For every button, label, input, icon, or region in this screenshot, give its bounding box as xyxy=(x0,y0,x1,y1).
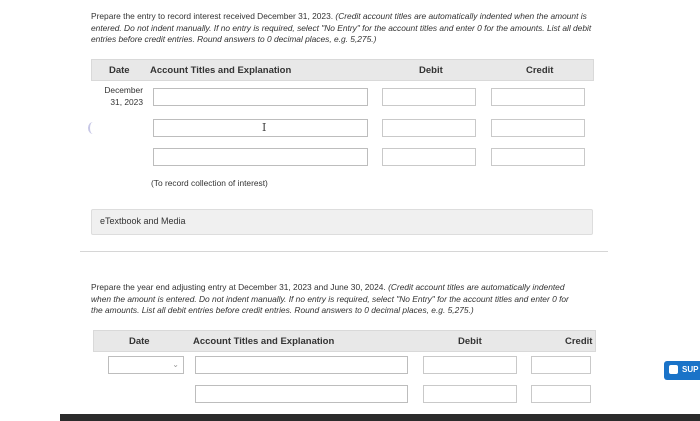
q2-debit-input-2[interactable] xyxy=(423,385,517,403)
q1-table-header xyxy=(91,59,594,81)
q2-date-select-1[interactable] xyxy=(108,356,184,374)
q2-header-account: Account Titles and Explanation xyxy=(193,336,335,347)
q1-header-date: Date xyxy=(109,65,130,76)
support-button-label[interactable]: SUP xyxy=(682,365,699,374)
q1-debit-input-2[interactable] xyxy=(382,119,476,137)
q2-account-select-1[interactable] xyxy=(195,356,408,374)
q2-account-select-2[interactable] xyxy=(195,385,408,403)
q2-table-header xyxy=(93,330,596,352)
q1-date-day: 31, 2023 xyxy=(110,97,143,107)
q2-credit-input-1[interactable] xyxy=(531,356,591,374)
q2-instructions-italic: (Credit account titles are automatically indented when the amount is entered. Do not indent manually. If no entry is required, select "No Entry" for the account titles and enter 0 for the amounts. List all debit entries before credit entries. Round answers to 0 decimal places, e.g. 5,275.) xyxy=(91,282,569,315)
q2-header-date: Date xyxy=(129,336,150,347)
q2-instructions-plain: Prepare the year end adjusting entry at December 31, 2023 and June 30, 2024. xyxy=(91,282,386,292)
q1-account-select-1[interactable] xyxy=(153,88,368,106)
q1-credit-input-2[interactable] xyxy=(491,119,585,137)
q1-debit-input-3[interactable] xyxy=(382,148,476,166)
chat-icon xyxy=(669,365,678,374)
q1-account-select-2[interactable] xyxy=(153,119,368,137)
q2-header-credit: Credit xyxy=(565,336,593,347)
section-divider xyxy=(80,251,608,252)
bottom-edge xyxy=(60,414,700,421)
q2-credit-input-2[interactable] xyxy=(531,385,591,403)
q1-header-credit: Credit xyxy=(526,65,554,76)
q1-date-month: December xyxy=(104,85,143,95)
q1-instructions-italic: (Credit account titles are automatically indented when the amount is entered. Do not indent manually. If no entry is required, select "No Entry" for the account titles and enter 0 for the amounts. List all debit entries before credit entries. Round answers to 0 decimal places, e.g. 5,275.) xyxy=(91,11,592,44)
etextbook-label[interactable]: eTextbook and Media xyxy=(100,216,186,226)
etextbook-media-bar[interactable] xyxy=(91,209,593,235)
q1-instructions xyxy=(91,11,597,46)
q2-header-debit: Debit xyxy=(458,336,482,347)
q1-date xyxy=(91,84,143,108)
q2-debit-input-1[interactable] xyxy=(423,356,517,374)
q1-debit-input-1[interactable] xyxy=(382,88,476,106)
q1-header-account: Account Titles and Explanation xyxy=(150,65,292,76)
q1-credit-input-3[interactable] xyxy=(491,148,585,166)
q2-instructions xyxy=(91,282,579,317)
chevron-down-icon: ⌄ xyxy=(172,360,179,369)
q1-instructions-plain: Prepare the entry to record interest received December 31, 2023. xyxy=(91,11,334,21)
q1-header-debit: Debit xyxy=(419,65,443,76)
scroll-indicator-icon xyxy=(88,122,98,134)
q1-account-select-3[interactable] xyxy=(153,148,368,166)
q1-explanation: (To record collection of interest) xyxy=(151,178,268,188)
text-cursor-icon: I xyxy=(262,121,267,134)
support-button[interactable] xyxy=(664,361,700,380)
q1-credit-input-1[interactable] xyxy=(491,88,585,106)
